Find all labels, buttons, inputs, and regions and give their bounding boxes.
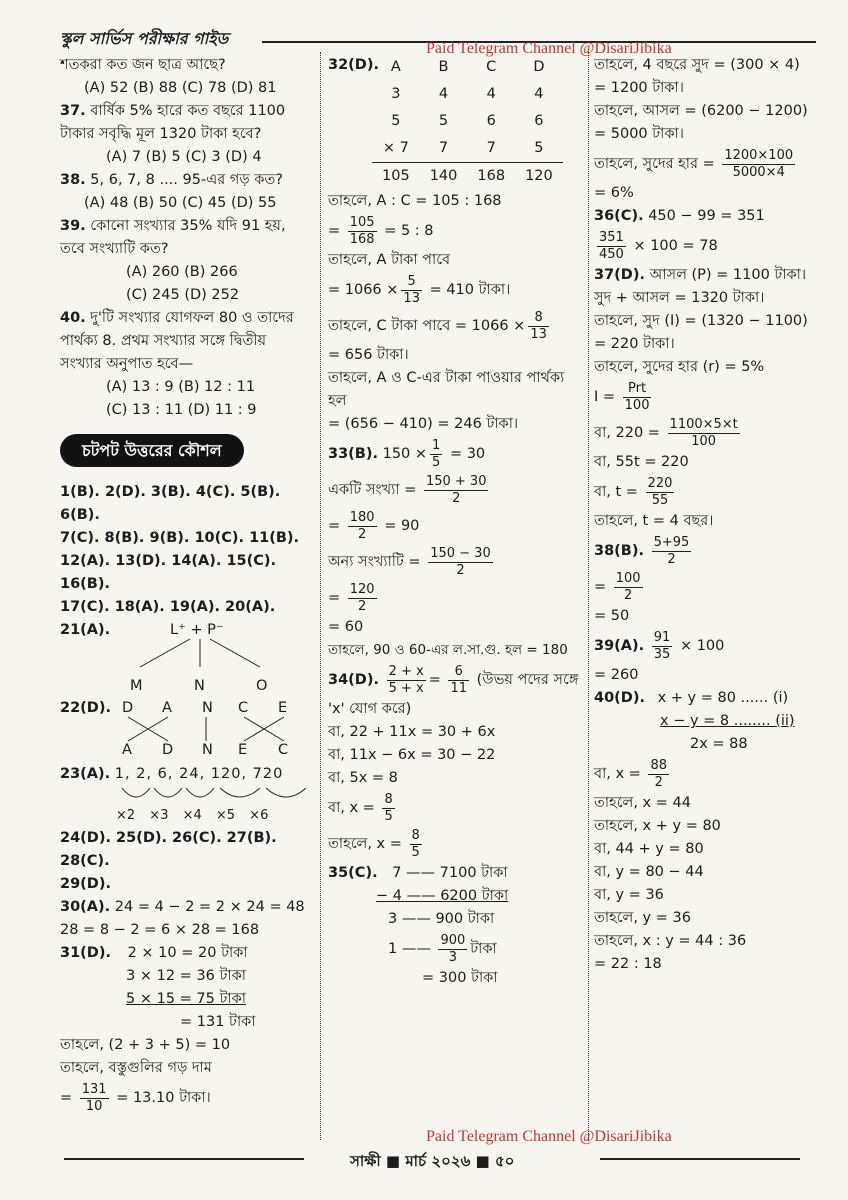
numerator: 1: [432, 437, 441, 453]
fraction: [652, 630, 673, 663]
q-number: 40(D).: [594, 690, 645, 706]
text-line: তাহলে, সুদ (I) = (1320 − 1100): [594, 313, 808, 329]
text-line: তাহলে, (2 + 3 + 5) = 10: [60, 1037, 231, 1053]
diagram-lines: [60, 619, 316, 675]
text-line: তাহলে, t = 4 বছর।: [594, 513, 714, 529]
numerator: 150 − 30: [430, 545, 491, 561]
text-line: কোনো সংখ্যার 35% যদি 91 হয়,: [90, 218, 286, 234]
q-number: 40.: [60, 310, 86, 326]
options: (A) 7 (B) 5 (C) 3 (D) 4: [106, 149, 262, 165]
fraction: [623, 381, 652, 414]
denominator: 2: [358, 526, 367, 542]
fraction: [646, 476, 675, 509]
numerator: 5+95: [653, 534, 690, 550]
denominator: 11: [450, 680, 468, 696]
diagram-21-labels: [60, 675, 316, 697]
text-line: 1 ——: [388, 941, 431, 957]
numerator: 220: [647, 475, 673, 491]
ratio-table: [372, 54, 563, 190]
numerator: Prt: [623, 381, 652, 398]
text-line: বা, 55t = 220: [594, 454, 689, 470]
text-line: তাহলে, 90 ও 60-এর ল.সা.গু. হল = 180: [328, 642, 568, 658]
denominator: 5: [432, 454, 441, 470]
fraction: [410, 828, 422, 861]
text-line: তাহলে, A টাকা পাবে: [328, 252, 451, 268]
ions-label: L⁺ + P⁻: [170, 622, 224, 638]
letter: E: [278, 700, 288, 716]
q-number: 38.: [60, 172, 86, 188]
text-line: = 656 টাকা।: [328, 347, 409, 363]
fraction: [597, 230, 626, 263]
text-line: = 5000 টাকা।: [594, 126, 684, 142]
text-line: শতকরা কত জন ছাত্র আছে?: [60, 57, 226, 73]
fraction: [648, 758, 669, 791]
table-cell: 5: [534, 140, 544, 156]
text-line: বা, 11x − 6x = 30 − 22: [328, 747, 496, 763]
letter: A: [122, 742, 132, 758]
text-line: 5 × 15 = 75 টাকা: [126, 991, 246, 1007]
denominator: 13: [403, 290, 420, 306]
footer-rule: [600, 1158, 800, 1160]
text-line: = (656 − 410) = 246 টাকা।: [328, 416, 519, 432]
text-line: একটি সংখ্যা =: [328, 482, 417, 498]
denominator: 55: [651, 492, 669, 508]
text-line: বা, x =: [328, 800, 375, 816]
label-n: N: [194, 678, 205, 694]
answer-line: 17(C). 18(A). 19(A). 20(A).: [60, 599, 276, 615]
text-line: বা, y = 80 − 44: [594, 864, 704, 880]
table-cell: 7: [486, 140, 496, 156]
text-line: তাহলে, y = 36: [594, 910, 691, 926]
q-number: 31(D).: [60, 945, 111, 961]
numerator: 180: [349, 509, 375, 525]
table-cell: 5: [391, 113, 401, 129]
answer-line: 1(B). 2(D). 3(B). 4(C). 5(B). 6(B).: [60, 484, 281, 523]
column-middle: 32(D). A B C D 3 4 4 4 5 5 6 6 × 7 7 7 5 105 140 168 120 তাহলে, A : C = 105 : 168 = $\frac{105}{168}$ = 5 : 8 তাহলে, A টাকা পাবে = 1066 × $\frac{5}{13}$ = 410 টাকা। তাহলে, C টাকা পাবে = 1066 × $\frac{8}{13}$ = 656 টাকা। তাহলে, A ও C-এর টাকা পাওয়ার পার্থক্য হল = (656 − 410) = 246 টাকা। 33(B). 150 × $\frac{1}{5}$ = 30 একটি সংখ্যা = $\frac{150 + 30}{2}$ = $\frac{180}{2}$ = 90 অন্য সংখ্যাটি = $\frac{150 - 30}{2}$ = $\frac{120}{2}$ = 60 তাহলে, 90 ও 60-এর ল.সা.গু. হল = 180 34(D). $\frac{2 + x}{5 + x}$ = $\frac{6}{11}$ (উভয় পদের সঙ্গে 'x' যোগ করে) বা, 22 + 11x = 30 + 6x বা, 11x − 6x = 30 − 22 বা, 5x = 8 বা, x = $\frac{8}{5}$ তাহলে, x = $\frac{8}{5}$ 35(C). 7 —— 7100 টাকা − 4 —— 6200 টাকা 3 —— 900 টাকা 1 —— $\frac{900}{3}$ টাকা = 300 টাকা: [328, 54, 582, 990]
fraction: [652, 535, 692, 568]
text-line: 150 ×: [382, 446, 428, 462]
denominator: 100: [691, 433, 717, 449]
text-line: = 260: [594, 667, 639, 683]
table-cell: 6: [486, 113, 496, 129]
fraction: [387, 664, 426, 697]
table-cell: 4: [534, 86, 544, 102]
q-number: 36(C).: [594, 208, 644, 224]
text-line: তাহলে, 4 বছরে সুদ = (300 × 4): [594, 57, 800, 73]
text-line: × 100: [679, 638, 725, 654]
denominator: 13: [530, 326, 547, 342]
text-line: তাহলে, বস্তুগুলির গড় দাম: [60, 1060, 212, 1076]
text-line: বা, 5x = 8: [328, 770, 398, 786]
column-divider: [588, 52, 589, 1140]
denominator: 2: [358, 598, 367, 614]
text-line: (উভয় পদের সঙ্গে: [476, 672, 579, 688]
fraction: [348, 510, 377, 543]
text-line: = 60: [328, 619, 364, 635]
text-line: = 131 টাকা: [180, 1014, 256, 1030]
text-line: 450 − 99 = 351: [648, 208, 765, 224]
options: (C) 245 (D) 252: [126, 287, 240, 303]
text-line: 2 × 10 = 20 টাকা: [127, 945, 248, 961]
table-cell: 120: [525, 168, 553, 184]
text-line: হল: [328, 393, 347, 409]
footer-text: সাক্ষী ■ মার্চ ২০২৬ ■ ৫০: [350, 1152, 515, 1170]
text-line: তাহলে, সুদের হার (r) = 5%: [594, 359, 765, 375]
text-line: তবে সংখ্যাটি কত?: [60, 241, 169, 257]
answer-line: 24(D). 25(D). 26(C). 27(B). 28(C).: [60, 830, 277, 869]
text-line: 28 = 8 − 2 = 6 × 28 = 168: [60, 922, 260, 938]
text-line: = 13.10 টাকা।: [116, 1090, 211, 1106]
table-cell: 4: [438, 86, 449, 102]
denominator: 450: [599, 246, 624, 262]
letter: N: [202, 700, 213, 716]
denominator: 100: [624, 397, 650, 413]
text-line: টাকা: [470, 941, 497, 957]
options: (A) 13 : 9 (B) 12 : 11: [106, 379, 256, 395]
text-line: − 4 —— 6200 টাকা: [376, 888, 509, 904]
text-line: 2x = 88: [690, 736, 748, 752]
text-line: = 5 : 8: [384, 223, 434, 239]
text-line: বা, 44 + y = 80: [594, 841, 704, 857]
table-cell: 5: [438, 113, 449, 129]
fraction: [80, 1082, 109, 1115]
answer-line: 7(C). 8(B). 9(B). 10(C). 11(B).: [60, 530, 300, 546]
text-line: 7 —— 7100 টাকা: [392, 865, 508, 881]
text-line: = 410 টাকা।: [429, 282, 511, 298]
question-32: [328, 54, 582, 190]
denominator: 3: [448, 949, 457, 965]
denominator: 5: [411, 844, 420, 860]
q-number: 35(C).: [328, 865, 378, 881]
options: (A) 48 (B) 50 (C) 45 (D) 55: [84, 195, 277, 211]
fraction: [401, 274, 422, 307]
text-line: সুদ + আসল = 1320 টাকা।: [594, 290, 765, 306]
table-cell: B: [438, 59, 449, 75]
column-left: শতকরা কত জন ছাত্র আছে? (A) 52 (B) 88 (C) 78 (D) 81 37. বার্ষিক 5% হারে কত বছরে 1100 টাকার সবৃদ্ধি মূল 1320 টাকা হবে? (A) 7 (B) 5 (C) 3 (D) 4 38. 5, 6, 7, 8 .... 95-এর গড় কত? (A) 48 (B) 50 (C) 45 (D) 55 39. কোনো সংখ্যার 35% যদি 91 হয়, তবে সংখ্যাটি কত? (A) 260 (B) 266 (C) 245 (D) 252 40. দু'টি সংখ্যার যোগফল 80 ও তাদের পার্থক্য 8. প্রথম সংখ্যার সঙ্গে দ্বিতীয় সংখ্যার অনুপাত হবে— (A) 13 : 9 (B) 12 : 11 (C) 13 : 11 (D) 11 : 9 চটপট উত্তরের কৌশল 1(B). 2(D). 3(B). 4(C). 5(B). 6(B). 7(C). 8(B). 9(B). 10(C). 11(B). 12(A). 13(D). 14(A). 15(C). 16(B). 17(C). 18(A). 19(A). 20(A). 21(A). L⁺ + P⁻ M N O 22(D). D A N C E A D N E C 23(A). 1, 2, 6, 24, 120, 720 ×2 ×3 ×4 ×5 ×6 24(D). 25(D). 26(C). 27(B). 28(C). 29(D). 30(A). 24 = 4 − 2 = 2 × 24 = 48 28 = 8 − 2 = 6 × 28 = 168 31(D). 2 × 10 = 20 টাকা 3 × 12 = 36 টাকা 5 × 15 = 75 টাকা = 131 টাকা তাহলে, (2 + 3 + 5) = 10 তাহলে, বস্তুগুলির গড় দাম = $\frac{131}{10}$ = 13.10 টাকা।: [60, 54, 316, 1116]
denominator: 2: [624, 587, 633, 603]
table-cell: 105: [382, 168, 410, 184]
numerator: 120: [349, 581, 375, 597]
text-line: = 90: [384, 518, 420, 534]
letter: C: [278, 742, 289, 758]
header-title: স্কুল সার্ভিস পরীক্ষার গাইড: [60, 29, 229, 48]
text-line: = 1066 ×: [328, 282, 399, 298]
text-line: 3 —— 900 টাকা: [388, 911, 495, 927]
diagram-22: [60, 697, 316, 759]
fraction: [448, 664, 469, 697]
numerator: 91: [653, 629, 671, 645]
table-cell: 3: [391, 86, 401, 102]
column-divider: [320, 52, 321, 1140]
numerator: 150 + 30: [425, 473, 487, 489]
denominator: 10: [85, 1098, 103, 1114]
letter: C: [238, 700, 249, 716]
denominator: 168: [349, 231, 375, 247]
question-39: [60, 215, 316, 238]
numerator: 5: [401, 274, 422, 291]
text-line: তাহলে, x : y = 44 : 36: [594, 933, 747, 949]
table-cell: × 7: [382, 140, 409, 156]
footer-rule: [64, 1158, 304, 1160]
question-37: [60, 100, 316, 123]
question-40: [60, 307, 316, 330]
text-line: = 300 টাকা: [422, 970, 498, 986]
fraction: [424, 474, 489, 507]
answer-line: 29(D).: [60, 876, 111, 892]
options: (A) 260 (B) 266: [126, 264, 238, 280]
table-cell: 7: [438, 140, 449, 156]
numerator: 88: [650, 757, 667, 773]
q-number: 39(A).: [594, 638, 645, 654]
label-o: O: [256, 678, 268, 694]
watermark-top: Paid Telegram Channel @DisariJibika: [426, 40, 672, 57]
options: (A) 52 (B) 88 (C) 78 (D) 81: [84, 80, 277, 96]
fraction: [348, 215, 377, 248]
text-line: = 1200 টাকা।: [594, 80, 684, 96]
denominator: 2: [456, 562, 465, 578]
numerator: 8: [528, 310, 549, 327]
q-number: 39.: [60, 218, 86, 234]
watermark-bottom: Paid Telegram Channel @DisariJibika: [426, 1128, 672, 1145]
numerator: 105: [349, 214, 375, 230]
letter: D: [122, 700, 134, 716]
text-line: তাহলে, A : C = 105 : 168: [328, 193, 502, 209]
column-right: তাহলে, 4 বছরে সুদ = (300 × 4) = 1200 টাকা। তাহলে, আসল = (6200 − 1200) = 5000 টাকা। তাহলে, সুদের হার = $\frac{1200\times 100}{5000\times 4}$ = 6% 36(C). 450 − 99 = 351 $\frac{351}{450}$ × 100 = 78 37(D). আসল (P) = 1100 টাকা। সুদ + আসল = 1320 টাকা। তাহলে, সুদ (I) = (1320 − 1100) = 220 টাকা। তাহলে, সুদের হার (r) = 5% I = Prt 100 বা, 220 = $\frac{1100\times 5\times t}{100}$ বা, 55t = 220 বা, t = $\frac{220}{55}$ তাহলে, t = 4 বছর। 38(B). $\frac{5+95}{2}$ = $\frac{100}{2}$ = 50 39(A). $\frac{91}{35}$ × 100 = 260 40(D). x + y = 80 ...... (i) x − y = 8 ........ (ii) 2x = 88 বা, x = $\frac{88}{2}$ তাহলে, x = 44 তাহলে, x + y = 80 বা, 44 + y = 80 বা, y = 80 − 44 বা, y = 36 তাহলে, y = 36 তাহলে, x : y = 44 : 36 = 22 : 18: [594, 54, 822, 976]
letter: E: [238, 742, 248, 758]
denominator: 2: [667, 551, 676, 567]
diagram-21: [60, 619, 316, 675]
text-line: বার্ষিক 5% হারে কত বছরে 1100: [90, 103, 286, 119]
letter: N: [202, 742, 213, 758]
question-38: [60, 169, 316, 192]
text-line: × 100 = 78: [633, 238, 718, 254]
numerator: 8: [411, 827, 420, 843]
multipliers: ×2 ×3 ×4 ×5 ×6: [116, 808, 269, 823]
text-line: বা, y = 36: [594, 887, 664, 903]
text-line: তাহলে, সুদের হার =: [594, 156, 715, 172]
denominator: 5 + x: [388, 680, 424, 696]
fraction: [614, 571, 643, 604]
text-line: দু'টি সংখ্যার যোগফল 80 ও তাদের: [90, 310, 294, 326]
numerator: 2 + x: [388, 663, 424, 679]
text-line: বা, x =: [594, 766, 641, 782]
table-cell: 168: [477, 168, 506, 184]
text-line: পার্থক্য 8. প্রথম সংখ্যার সঙ্গে দ্বিতীয়: [60, 333, 267, 349]
text-line: তাহলে, x =: [328, 836, 402, 852]
text-line: 5, 6, 7, 8 .... 95-এর গড় কত?: [90, 172, 283, 188]
denominator: 5000×4: [732, 164, 785, 180]
q-number: 37(D).: [594, 267, 645, 283]
fraction: [382, 792, 394, 825]
fraction: [528, 310, 549, 343]
text-line: I =: [594, 389, 616, 405]
text-line: সংখ্যার অনুপাত হবে—: [60, 356, 194, 372]
text-line: আসল (P) = 1100 টাকা।: [649, 267, 807, 283]
text-line: তাহলে, x = 44: [594, 795, 691, 811]
table-cell: D: [533, 59, 545, 75]
text-line: 24 = 4 − 2 = 2 × 24 = 48: [114, 899, 305, 915]
table-cell: C: [486, 59, 497, 75]
numerator: 6: [448, 664, 469, 681]
text-line: বা, 22 + 11x = 30 + 6x: [328, 724, 496, 740]
letter: A: [162, 700, 172, 716]
options: (C) 13 : 11 (D) 11 : 9: [106, 402, 257, 418]
text-line: তাহলে, C টাকা পাবে = 1066 ×: [328, 318, 526, 334]
sequence: 1, 2, 6, 24, 120, 720: [114, 766, 284, 782]
numerator: 8: [384, 791, 393, 807]
fraction: [722, 148, 795, 181]
table-cell: A: [390, 59, 401, 75]
text-line: তাহলে, x + y = 80: [594, 818, 721, 834]
fraction: [668, 417, 740, 450]
text-line: তাহলে, A ও C-এর টাকা পাওয়ার পার্থক্য: [328, 370, 565, 386]
numerator: 131: [81, 1081, 107, 1097]
answer-line: 12(A). 13(D). 14(A). 15(C). 16(B).: [60, 553, 277, 592]
fraction: [438, 933, 467, 966]
numerator: 1100×5×t: [669, 416, 738, 432]
denominator: 2: [654, 774, 663, 790]
q-number: 22(D).: [60, 700, 111, 716]
table-cell: 4: [486, 86, 496, 102]
fraction: [348, 582, 377, 615]
q-number: 21(A).: [60, 622, 111, 638]
numerator: 351: [599, 229, 624, 245]
text-line: তাহলে, আসল = (6200 − 1200): [594, 103, 808, 119]
q-number: 23(A).: [60, 766, 111, 782]
q-number: 33(B).: [328, 446, 378, 462]
text-line: 3 × 12 = 36 টাকা: [126, 968, 246, 984]
text-line: টাকার সবৃদ্ধি মূল 1320 টাকা হবে?: [60, 126, 262, 142]
q-number: 30(A).: [60, 899, 111, 915]
denominator: 2: [452, 490, 461, 506]
text-line: = 30: [449, 446, 486, 462]
sequence-arcs: [60, 786, 316, 804]
arcs: [60, 786, 316, 804]
label-m: M: [130, 678, 143, 694]
denominator: 5: [384, 808, 393, 824]
numerator: 900: [440, 932, 466, 948]
text-line: 'x' যোগ করে): [328, 701, 412, 717]
table-cell: 6: [534, 113, 544, 129]
text-line: বা, t =: [594, 484, 638, 500]
text-line: = 6%: [594, 185, 634, 201]
q-number: 37.: [60, 103, 86, 119]
numerator: 1200×100: [724, 147, 794, 163]
fraction: [430, 438, 442, 471]
q-number: 34(D).: [328, 672, 379, 688]
text-line: x + y = 80 ...... (i): [657, 690, 789, 706]
letter: D: [162, 742, 174, 758]
text-line: x − y = 8 ........ (ii): [660, 713, 795, 729]
text-line: বা, 220 =: [594, 425, 660, 441]
text-line: = 22 : 18: [594, 956, 662, 972]
text-line: = 50: [594, 608, 630, 624]
denominator: 35: [653, 646, 671, 662]
q-number: 32(D).: [328, 57, 379, 73]
section-pill: চটপট উত্তরের কৌশল: [60, 434, 244, 467]
fraction: [428, 546, 493, 579]
text-line: = 220 টাকা।: [594, 336, 675, 352]
q-number: 38(B).: [594, 543, 644, 559]
table-cell: 140: [429, 168, 458, 184]
text-line: অন্য সংখ্যাটি =: [328, 554, 421, 570]
numerator: 100: [615, 570, 641, 586]
